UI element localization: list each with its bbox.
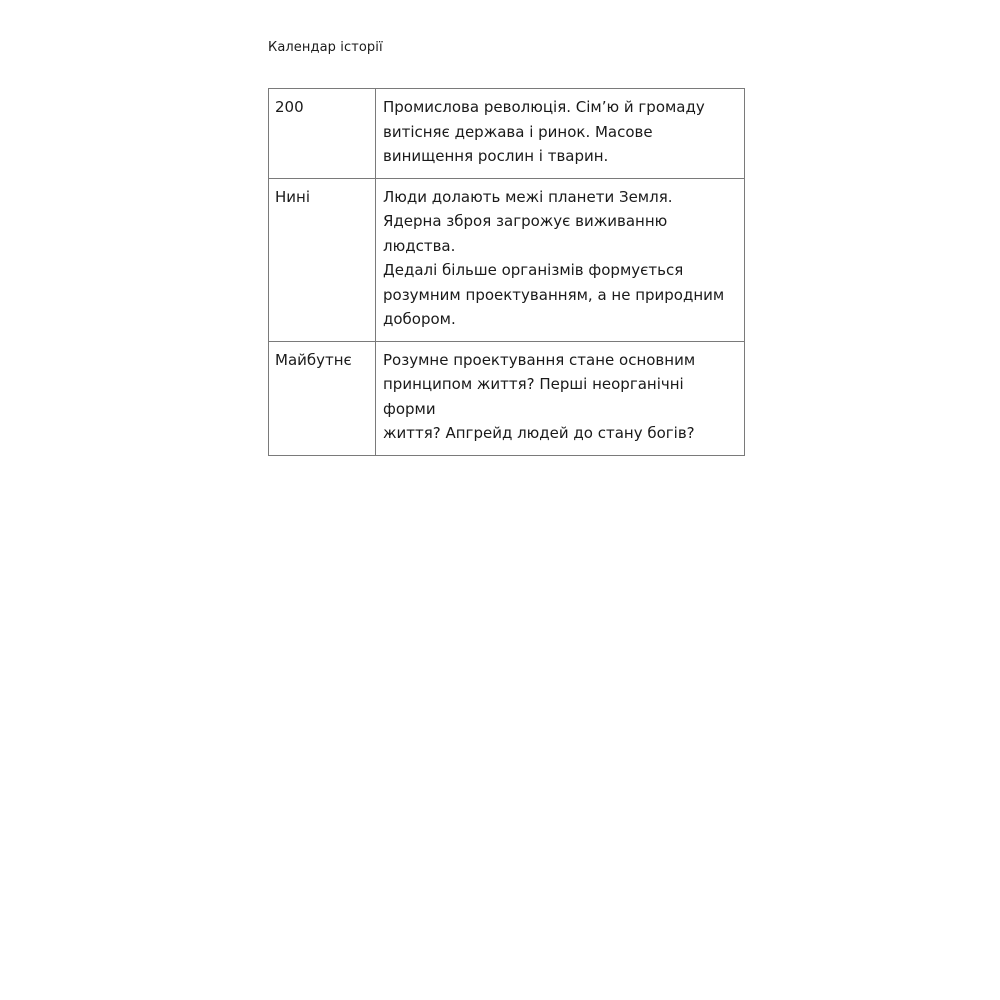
table-row (269, 178, 745, 341)
era-cell: Нині (269, 178, 376, 341)
table-row (269, 89, 745, 179)
event-cell: Люди долають межі планети Земля. Ядерна зброя загрожує виживанню людства. Дедалі більше організмів формується розумним проектуванням, а не природним добором. (376, 178, 745, 341)
history-calendar-table (268, 88, 745, 456)
event-cell: Промислова революція. Сім’ю й громаду витісняє держава і ринок. Масове винищення рослин і тварин. (376, 89, 745, 179)
era-cell: Майбутнє (269, 341, 376, 455)
table-row (269, 341, 745, 455)
era-cell: 200 (269, 89, 376, 179)
event-cell: Розумне проектування стане основним принципом життя? Перші неорганічні форми життя? Апгрейд людей до стану богів? (376, 341, 745, 455)
page-header: Календар історії (268, 40, 383, 55)
